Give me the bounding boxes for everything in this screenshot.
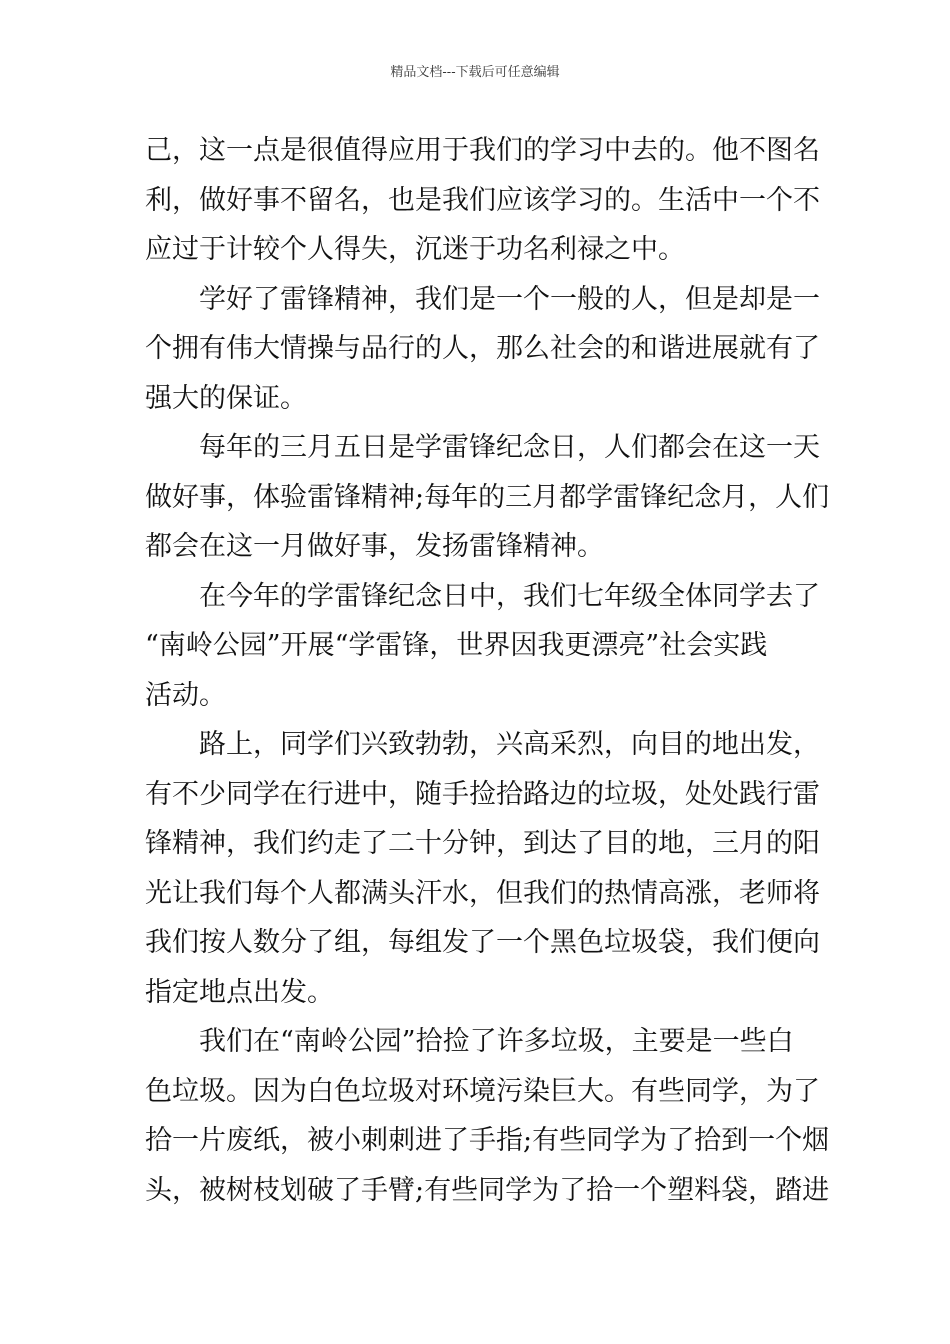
- paragraph-line: 都会在这一月做好事，发扬雷锋精神。: [145, 531, 604, 562]
- page-header: 精品文档---下载后可任意编辑: [390, 65, 560, 80]
- paragraph-line: 活动。: [145, 679, 226, 711]
- paragraph-line: 强大的保证。: [145, 382, 307, 414]
- paragraph-line: 每年的三月五日是学雷锋纪念日，人们都会在这一天: [199, 432, 820, 463]
- paragraph-line: 我们按人数分了组，每组发了一个黑色垃圾袋，我们便向: [145, 927, 820, 958]
- paragraph-line: 学好了雷锋精神，我们是一个一般的人，但是却是一: [199, 283, 820, 315]
- paragraph-line: 路上，同学们兴致勃勃，兴高采烈，向目的地出发，: [199, 729, 820, 760]
- paragraph-line: 己，这一点是很值得应用于我们的学习中去的。他不图名: [145, 135, 820, 166]
- paragraph-line: 我们在“南岭公园”拾捡了许多垃圾，主要是一些白: [199, 1026, 794, 1057]
- paragraph-line: 利，做好事不留名，也是我们应该学习的。生活中一个不: [145, 184, 820, 216]
- paragraph-line: 有不少同学在行进中，随手捡拾路边的垃圾，处处践行雷: [145, 778, 820, 810]
- paragraph-line: 在今年的学雷锋纪念日中，我们七年级全体同学去了: [199, 580, 820, 612]
- paragraph-line: 拾一片废纸，被小刺刺进了手指;有些同学为了拾到一个烟: [145, 1125, 830, 1156]
- paragraph-line: 光让我们每个人都满头汗水，但我们的热情高涨，老师将: [145, 877, 820, 909]
- paragraph-line: 做好事，体验雷锋精神;每年的三月都学雷锋纪念月，人们: [145, 481, 830, 513]
- paragraph-line: 应过于计较个人得失，沉迷于功名利禄之中。: [145, 234, 685, 265]
- body-text: [145, 126, 830, 1215]
- paragraph-line: 个拥有伟大情操与品行的人，那么社会的和谐进展就有了: [145, 333, 820, 364]
- paragraph-line: 指定地点出发。: [145, 976, 334, 1008]
- paragraph-line: “南岭公园”开展“学雷锋，世界因我更漂亮”社会实践: [145, 630, 768, 661]
- paragraph-line: 锋精神，我们约走了二十分钟，到达了目的地，三月的阳: [145, 828, 820, 859]
- paragraph-line: 头，被树枝划破了手臂;有些同学为了拾一个塑料袋，踏进: [145, 1174, 830, 1206]
- paragraph-line: 色垃圾。因为白色垃圾对环境污染巨大。有些同学，为了: [145, 1075, 820, 1107]
